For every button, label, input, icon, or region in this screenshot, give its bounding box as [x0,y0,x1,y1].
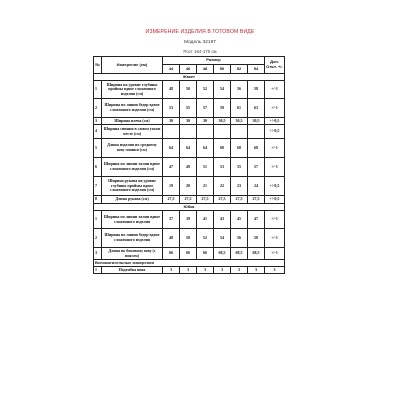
section-title: Юбка [94,204,285,211]
measurement-value: 52 [197,81,214,99]
document-title: ИЗМЕРЕНИЕ ИЗДЕЛИЯ В ГОТОВОМ ВИДЕ [145,29,255,35]
table-row [94,267,285,274]
measurement-value: 54 [214,229,231,248]
tolerance-value: +/-0,5 [265,118,285,125]
measurement-value: 27,5 [180,196,197,204]
tolerance-value: +/-1 [265,248,285,260]
measurement-value: 37 [163,211,180,229]
table-row [94,196,285,204]
measurement-value: 49 [180,158,197,177]
measurement-value: 30,5 [231,118,248,125]
row-number: 6 [94,158,102,177]
row-number: 8 [94,196,102,204]
measurement-value [163,125,180,139]
header-size: 44 [163,65,180,74]
height-range: Рост 164-170 см [183,49,217,54]
measurement-value: 48 [163,229,180,248]
measurement-value: 56 [231,229,248,248]
measurement-name: Ширина плеча (см) [102,118,163,125]
measurement-value: 53 [214,158,231,177]
row-number: 1 [94,267,102,274]
measurement-value: 56 [231,81,248,99]
measurement-value: 47 [163,158,180,177]
tolerance-value: +/-1 [265,211,285,229]
measurement-value: 61 [231,99,248,118]
measurement-value: 68 [214,139,231,158]
measurement-value: 27,5 [197,196,214,204]
measurement-value: 3 [248,267,265,274]
measurement-name: Ширина по линии талии вдвое сложенного изделия [102,211,163,229]
header-size-group: Размер [163,57,265,65]
measurement-value: 30,5 [248,118,265,125]
measurement-value: 3 [180,267,197,274]
measurement-value: 19 [163,177,180,196]
measurement-value: 39 [180,211,197,229]
table-row [94,125,285,139]
row-number: 7 [94,177,102,196]
section-row [94,260,285,267]
measurement-value: 54 [214,81,231,99]
tolerance-value: 3 [265,267,285,274]
table-row [94,229,285,248]
section-row [94,74,285,81]
measurement-value: 57 [248,158,265,177]
measurement-value: 58 [248,81,265,99]
measurement-value [180,125,197,139]
tolerance-value: +/-0,5 [265,177,285,196]
measurement-value: 30 [180,118,197,125]
measurement-value: 43 [214,211,231,229]
measurement-value: 22 [214,177,231,196]
tolerance-value: +/-1 [265,99,285,118]
measurement-value: 66 [180,248,197,260]
measurement-value: 27,5 [163,196,180,204]
measurement-value [231,125,248,139]
table-row [94,99,285,118]
measurement-value: 30 [163,118,180,125]
measurement-name: Ширина рукава на уровне глубины проймы вдвое сложенного изделия (см) [102,177,163,196]
section-title: Вспомогательные измерения [94,260,285,267]
table-row [94,177,285,196]
header-size: 50 [214,65,231,74]
measurement-value: 47 [248,211,265,229]
row-number: 2 [94,229,102,248]
measurement-value: 3 [163,267,180,274]
measurement-table [93,56,285,274]
measurement-value: 55 [180,99,197,118]
table-row [94,139,285,158]
measurement-value: 64 [163,139,180,158]
measurement-value: 55 [231,158,248,177]
tolerance-value: +/-1 [265,81,285,99]
measurement-name: Ширина на уровне глубины проймы вдвое сложенного изделия (см) [102,81,163,99]
header-measurement: Измерение (см) [102,57,163,74]
header-size: 52 [231,65,248,74]
measurement-value: 3 [231,267,248,274]
measurement-value: 64 [180,139,197,158]
header-tolerance: Доп. Откл. +/- [265,57,285,74]
measurement-value: 66 [197,248,214,260]
measurement-value: 68,5 [214,248,231,260]
header-size: 48 [197,65,214,74]
table-row [94,81,285,99]
measurement-value: 52 [197,229,214,248]
measurement-name: Ширина по линии талии вдвое сложенного изделия (см) [102,158,163,177]
tolerance-value: +/-0,5 [265,196,285,204]
row-number: 3 [94,248,102,260]
tolerance-value: +/-1 [265,158,285,177]
measurement-value: 48 [163,81,180,99]
measurement-value: 3 [197,267,214,274]
measurement-name: Ширина спинки в самом узком месте (см) [102,125,163,139]
header-size: 46 [180,65,197,74]
table-body [94,57,285,274]
measurement-value: 41 [197,211,214,229]
measurement-value: 51 [197,158,214,177]
row-number: 2 [94,99,102,118]
measurement-value: 50 [180,81,197,99]
measurement-value: 24 [248,177,265,196]
measurement-value: 45 [231,211,248,229]
section-title: Жакет [94,74,285,81]
measurement-name: Длина изделия по среднему шву спинки (см) [102,139,163,158]
measurement-value: 68,5 [248,248,265,260]
measurement-name: Длина рукава (см) [102,196,163,204]
measurement-value: 27,5 [231,196,248,204]
table-row [94,211,285,229]
table-row [94,248,285,260]
measurement-value [197,125,214,139]
table-row [94,158,285,177]
measurement-value: 59 [214,99,231,118]
measurement-value: 50 [180,229,197,248]
measurement-value: 30,5 [214,118,231,125]
measurement-value: 30 [197,118,214,125]
table-row [94,118,285,125]
tolerance-value: +/-1 [265,139,285,158]
header-row-1 [94,57,285,65]
measurement-value: 63 [248,99,265,118]
measurement-value: 3 [214,267,231,274]
tolerance-value: +/-0,5 [265,125,285,139]
row-number: 1 [94,211,102,229]
measurement-value: 23 [231,177,248,196]
measurement-name: Ширина по линии бедер вдвое сложенного изделия (см) [102,99,163,118]
model-number: Модель 32197 [184,40,216,45]
measurement-value: 58 [248,229,265,248]
measurement-name: Ширина по линии бедер вдвое сложенного изделия [102,229,163,248]
row-number: 3 [94,118,102,125]
measurement-value: 68 [248,139,265,158]
row-number: 5 [94,139,102,158]
measurement-value: 27,5 [214,196,231,204]
measurement-value: 66 [163,248,180,260]
measurement-name: Длина по боковому шву (с поясом) [102,248,163,260]
measurement-value [248,125,265,139]
measurement-value: 21 [197,177,214,196]
row-number: 4 [94,125,102,139]
measurement-value [214,125,231,139]
measurement-value: 68 [231,139,248,158]
measurement-value: 68,5 [231,248,248,260]
measurement-value: 20 [180,177,197,196]
row-number: 1 [94,81,102,99]
measurement-name: Подгибка низа [102,267,163,274]
measurement-value: 64 [197,139,214,158]
measurement-value: 53 [163,99,180,118]
tolerance-value: +/-1 [265,229,285,248]
measurement-value: 57 [197,99,214,118]
measurement-value: 27,5 [248,196,265,204]
header-size: 54 [248,65,265,74]
section-row [94,204,285,211]
header-num: № [94,57,102,74]
